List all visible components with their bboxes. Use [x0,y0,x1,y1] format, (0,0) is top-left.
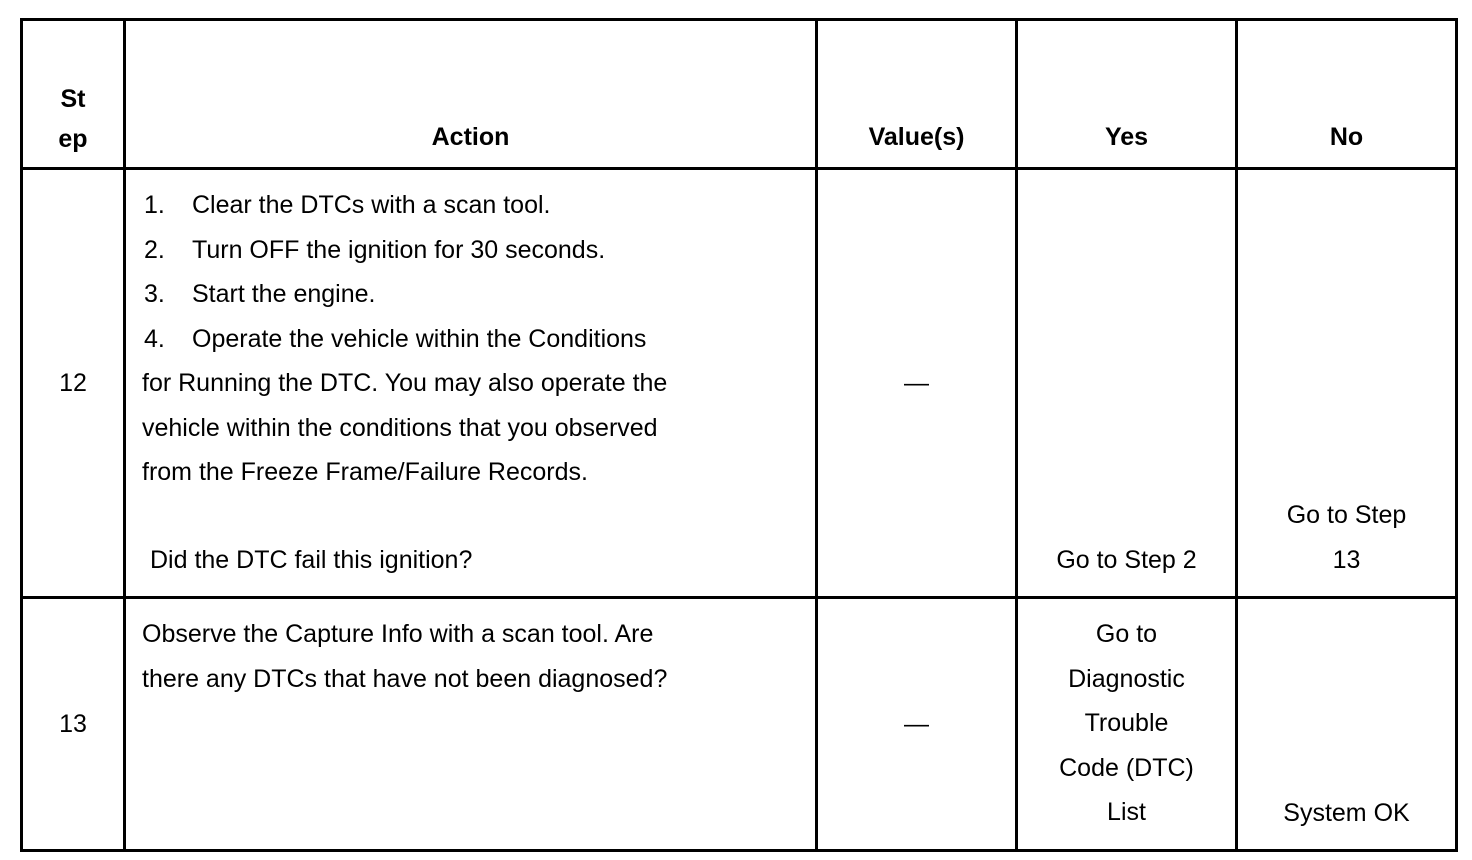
no-line: Go to Step [1286,501,1407,529]
header-values: Value(s) [817,20,1017,169]
table-row-step-12 [22,169,1457,598]
header-no: No [1237,20,1457,169]
yes-cell: Go to Step 2 [1017,169,1237,598]
action-step-text: Operate the vehicle within the Conditions [192,324,647,353]
yes-line: Trouble [1084,709,1169,737]
value-dash: — [904,368,929,397]
action-question: Did the DTC fail this ignition? [150,545,473,574]
header-action: Action [125,20,817,169]
action-step [142,183,799,228]
action-step-number: 2. [144,235,165,264]
header-step-line1: St [60,85,86,113]
action-step [142,228,799,273]
yes-cell [1017,598,1237,851]
yes-line: Go to [1095,620,1158,648]
action-line: there any DTCs that have not been diagnosed? [142,664,668,693]
value-cell [817,598,1017,851]
no-cell: System OK [1237,598,1457,851]
value-cell [817,169,1017,598]
no-cell [1237,169,1457,598]
table-row-step-13 [22,598,1457,851]
action-step-text: Clear the DTCs with a scan tool. [192,191,551,219]
action-continuation-line: vehicle within the conditions that you observed [142,413,658,442]
action-cell [125,598,817,851]
diagnostic-table [20,18,1458,852]
yes-line: Code (DTC) [1059,753,1194,782]
action-step-text: Start the engine. [192,280,376,308]
header-step-line2: ep [58,125,88,153]
value-dash: — [904,709,929,738]
header-step [22,20,125,169]
action-step-text: Turn OFF the ignition for 30 seconds. [192,235,606,264]
step-number: 13 [22,598,125,851]
yes-line: List [1107,798,1146,826]
action-continuation-line: for Running the DTC. You may also operate the [142,369,668,397]
action-step [142,317,799,362]
action-steps-list [142,183,799,361]
action-continuation-line: from the Freeze Frame/Failure Records. [142,458,588,486]
action-step-number: 4. [144,324,165,353]
no-line: 13 [1332,545,1361,574]
action-step [142,272,799,317]
action-line: Observe the Capture Info with a scan tool. Are [142,620,654,648]
header-yes: Yes [1017,20,1237,169]
action-step-number: 1. [144,191,165,219]
action-cell [125,169,817,598]
action-step-number: 3. [144,280,165,308]
step-number: 12 [22,169,125,598]
header-row [22,20,1457,169]
yes-line: Diagnostic [1068,664,1185,693]
